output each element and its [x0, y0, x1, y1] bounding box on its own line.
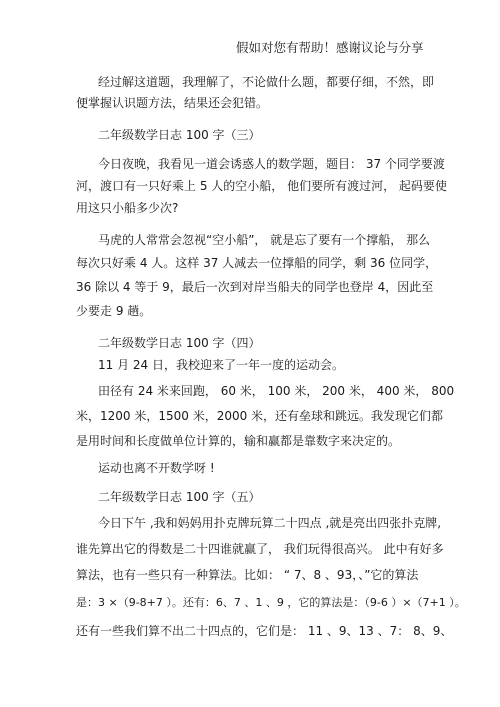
paragraph-line: 田径有 24 米来回跑， 60 米， 100 米， 200 米， 400 米， 800	[98, 384, 455, 398]
paragraph-line: 还有一些我们算不出二十四点的，它们是： 11 、9、13 、7： 8、9、	[76, 624, 453, 638]
section-heading: 二年级数学日志 100 字（四）	[98, 336, 261, 350]
paragraph-line: 算法，也有一些只有一种算法。比如： “ 7、8 、93，、”它的算法	[76, 568, 419, 582]
section-heading: 二年级数学日志 100 字（五）	[98, 490, 261, 504]
paragraph-line: 经过解这道题，我理解了，不论做什么题，都要仔细，不然，即	[98, 75, 435, 89]
section-heading: 二年级数学日志 100 字（三）	[98, 128, 261, 142]
paragraph-line: 36 除以 4 等于 9，最后一次到对岸当船夫的同学也登岸 4，因此至	[76, 280, 434, 294]
paragraph-line: 每次只好乘 4 人。这样 37 人减去一位撑船的同学，剩 36 位同学，	[76, 256, 438, 270]
paragraph-line: 运动也离不开数学呀 !	[98, 461, 215, 475]
paragraph-line: 今日夜晚，我看见一道会诱惑人的数学题，题目： 37 个同学要渡	[98, 157, 445, 171]
paragraph-line: 谁先算出它的得数是二十四谁就赢了， 我们玩得很高兴。 此中有好多	[76, 542, 444, 556]
paragraph-line: 今日下午 ,我和妈妈用扑克牌玩算二十四点 ,就是亮出四张扑克牌,	[98, 516, 442, 530]
paragraph-line: 少要走 9 趟。	[76, 304, 152, 318]
paragraph-line: 11 月 24 日，我校迎来了一年一度的运动会。	[98, 358, 344, 372]
paragraph-line: 马虎的人常常会忽视“空小船”， 就是忘了要有一个撑船， 那么	[98, 233, 431, 247]
paragraph-line: 便掌握认识题方法，结果还会犯错。	[76, 96, 269, 110]
page-header: 假如对您有帮助！感谢议论与分享	[236, 40, 424, 55]
paragraph-line: 米，1200 米，1500 米，2000 米，还有垒球和跳远。我发现它们都	[76, 409, 444, 423]
paragraph-line: 用这只小船多少次?	[76, 201, 179, 215]
paragraph-line: 是用时间和长度做单位计算的，输和赢都是靠数字来决定的。	[76, 434, 401, 448]
paragraph-line: 河，渡口有一只好乘上 5 人的空小船， 他们要所有渡过河， 起码要使	[76, 179, 447, 193]
paragraph-line: 是：3 ×（9-8+7 ）。还有：6、7 、1 、9 ，它的算法是：（9-6 ）×（7+1 ）。	[76, 596, 466, 609]
